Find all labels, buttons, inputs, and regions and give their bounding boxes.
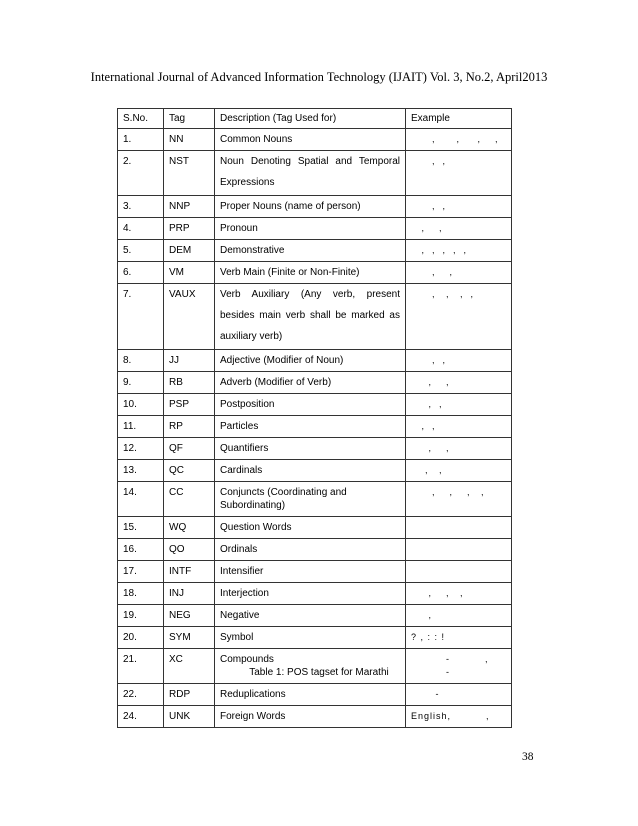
row-number: 17. bbox=[118, 561, 164, 583]
row-number: 22. bbox=[118, 684, 164, 706]
row-description: Demonstrative bbox=[215, 240, 406, 262]
table-row bbox=[118, 605, 512, 627]
row-number: 1. bbox=[118, 129, 164, 151]
row-tag: XC bbox=[164, 649, 215, 684]
table-row bbox=[118, 561, 512, 583]
row-number: 8. bbox=[118, 350, 164, 372]
row-tag: QC bbox=[164, 460, 215, 482]
row-tag: NEG bbox=[164, 605, 215, 627]
row-number: 20. bbox=[118, 627, 164, 649]
row-tag: CC bbox=[164, 482, 215, 517]
row-example: , , bbox=[406, 372, 512, 394]
row-example: , bbox=[406, 605, 512, 627]
row-example: , , bbox=[406, 350, 512, 372]
row-example: ? , : : ! bbox=[406, 627, 512, 649]
row-example: , , bbox=[406, 151, 512, 196]
row-example: , , bbox=[406, 394, 512, 416]
row-description: Pronoun bbox=[215, 218, 406, 240]
table-row bbox=[118, 196, 512, 218]
row-example: , , , , bbox=[406, 482, 512, 517]
row-tag: VAUX bbox=[164, 284, 215, 350]
row-description: Reduplications bbox=[215, 684, 406, 706]
table-row bbox=[118, 284, 512, 350]
row-description: Interjection bbox=[215, 583, 406, 605]
row-description: Adjective (Modifier of Noun) bbox=[215, 350, 406, 372]
row-number: 5. bbox=[118, 240, 164, 262]
row-example: , , , , bbox=[406, 284, 512, 350]
row-tag: PSP bbox=[164, 394, 215, 416]
table-row bbox=[118, 218, 512, 240]
row-example: , , bbox=[406, 218, 512, 240]
table-row bbox=[118, 706, 512, 728]
column-header-description: Description (Tag Used for) bbox=[215, 109, 406, 129]
table-row bbox=[118, 482, 512, 517]
row-description: Noun Denoting Spatial and Temporal Expressions bbox=[215, 151, 406, 196]
table-row bbox=[118, 372, 512, 394]
table-row bbox=[118, 262, 512, 284]
row-example: , , bbox=[406, 460, 512, 482]
table-row bbox=[118, 627, 512, 649]
row-description: Particles bbox=[215, 416, 406, 438]
row-example: , , bbox=[406, 438, 512, 460]
row-tag: RP bbox=[164, 416, 215, 438]
pos-tagset-table bbox=[117, 108, 512, 728]
row-number: 6. bbox=[118, 262, 164, 284]
row-tag: SYM bbox=[164, 627, 215, 649]
row-number: 10. bbox=[118, 394, 164, 416]
table-row bbox=[118, 350, 512, 372]
table-row bbox=[118, 460, 512, 482]
row-description: Common Nouns bbox=[215, 129, 406, 151]
row-number: 3. bbox=[118, 196, 164, 218]
row-number: 13. bbox=[118, 460, 164, 482]
page-number: 38 bbox=[522, 751, 534, 763]
row-number: 16. bbox=[118, 539, 164, 561]
row-example: - bbox=[406, 684, 512, 706]
row-number: 19. bbox=[118, 605, 164, 627]
table-row bbox=[118, 583, 512, 605]
table-row bbox=[118, 539, 512, 561]
row-tag: VM bbox=[164, 262, 215, 284]
table-row bbox=[118, 129, 512, 151]
row-example: - , - bbox=[406, 649, 512, 684]
row-description: Adverb (Modifier of Verb) bbox=[215, 372, 406, 394]
row-description: Compounds bbox=[215, 649, 406, 684]
row-description: Postposition bbox=[215, 394, 406, 416]
column-header-example: Example bbox=[406, 109, 512, 129]
row-number: 7. bbox=[118, 284, 164, 350]
row-description: Verb Main (Finite or Non-Finite) bbox=[215, 262, 406, 284]
row-example: , , bbox=[406, 416, 512, 438]
row-number: 4. bbox=[118, 218, 164, 240]
row-example: , , , bbox=[406, 583, 512, 605]
row-description: Foreign Words bbox=[215, 706, 406, 728]
row-description: Cardinals bbox=[215, 460, 406, 482]
table-row bbox=[118, 684, 512, 706]
row-example: , , bbox=[406, 196, 512, 218]
row-example: English, , bbox=[406, 706, 512, 728]
row-tag: INJ bbox=[164, 583, 215, 605]
table-row bbox=[118, 394, 512, 416]
row-example: , , , , , bbox=[406, 240, 512, 262]
row-number: 15. bbox=[118, 517, 164, 539]
row-tag: NN bbox=[164, 129, 215, 151]
row-tag: NST bbox=[164, 151, 215, 196]
row-number: 24. bbox=[118, 706, 164, 728]
table-row bbox=[118, 649, 512, 684]
column-header-tag: Tag bbox=[164, 109, 215, 129]
row-number: 12. bbox=[118, 438, 164, 460]
row-description: Conjuncts (Coordinating and Subordinating) bbox=[215, 482, 406, 517]
row-description: Negative bbox=[215, 605, 406, 627]
table-row bbox=[118, 240, 512, 262]
row-example bbox=[406, 517, 512, 539]
row-tag: WQ bbox=[164, 517, 215, 539]
row-example: , , bbox=[406, 262, 512, 284]
row-example bbox=[406, 561, 512, 583]
row-tag: RDP bbox=[164, 684, 215, 706]
row-description: Verb Auxiliary (Any verb, present besides main verb shall be marked as auxiliary verb) bbox=[215, 284, 406, 350]
row-description: Ordinals bbox=[215, 539, 406, 561]
row-number: 14. bbox=[118, 482, 164, 517]
row-tag: QO bbox=[164, 539, 215, 561]
row-description: Intensifier bbox=[215, 561, 406, 583]
row-number: 11. bbox=[118, 416, 164, 438]
table-row bbox=[118, 151, 512, 196]
row-tag: UNK bbox=[164, 706, 215, 728]
row-example bbox=[406, 539, 512, 561]
row-example: , , , , bbox=[406, 129, 512, 151]
row-number: 9. bbox=[118, 372, 164, 394]
row-description: Proper Nouns (name of person) bbox=[215, 196, 406, 218]
table-row bbox=[118, 517, 512, 539]
row-number: 18. bbox=[118, 583, 164, 605]
row-tag: INTF bbox=[164, 561, 215, 583]
row-tag: RB bbox=[164, 372, 215, 394]
table-row bbox=[118, 438, 512, 460]
row-description: Symbol bbox=[215, 627, 406, 649]
journal-header: International Journal of Advanced Information Technology (IJAIT) Vol. 3, No.2, April2013 bbox=[90, 70, 548, 84]
table-row bbox=[118, 416, 512, 438]
row-description: Quantifiers bbox=[215, 438, 406, 460]
row-tag: PRP bbox=[164, 218, 215, 240]
column-header-sno: S.No. bbox=[118, 109, 164, 129]
row-tag: NNP bbox=[164, 196, 215, 218]
table-header-row bbox=[118, 109, 512, 129]
row-number: 2. bbox=[118, 151, 164, 196]
row-number: 21. bbox=[118, 649, 164, 684]
table-caption: Table 1: POS tagset for Marathi bbox=[249, 667, 389, 678]
row-description: Question Words bbox=[215, 517, 406, 539]
row-tag: DEM bbox=[164, 240, 215, 262]
row-tag: JJ bbox=[164, 350, 215, 372]
row-tag: QF bbox=[164, 438, 215, 460]
